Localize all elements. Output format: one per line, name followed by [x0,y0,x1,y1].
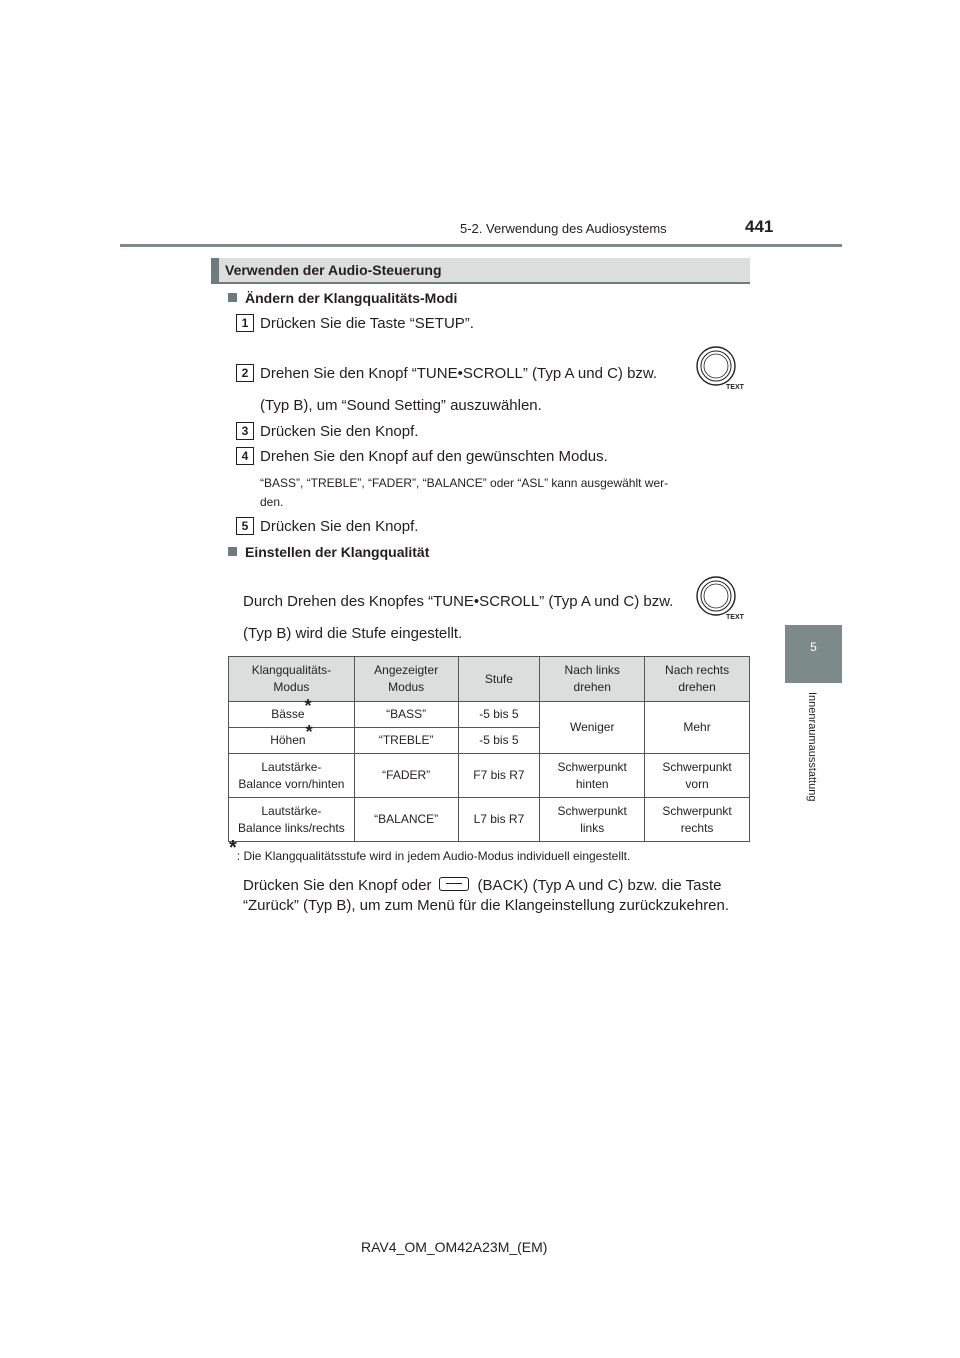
table-cell: -5 bis 5 [458,702,540,728]
footnote-star: * [229,837,237,859]
closing-line1-b: (BACK) (Typ A und C) bzw. die Taste [477,877,722,894]
section-title: Verwenden der Audio-Steuerung [225,262,442,278]
closing-line1 [243,876,721,896]
table-row [229,754,750,798]
step-number-5: 5 [236,517,254,535]
back-button-icon [439,877,469,891]
table-cell: Schwerpunkt vorn [645,754,750,798]
table-cell: Lautstärke- Balance vorn/hinten [229,754,355,798]
square-bullet-icon [228,547,237,556]
step-number-4: 4 [236,447,254,465]
knob-text-label-2: TEXT [726,614,744,621]
step-number-2: 2 [236,364,254,382]
table-cell: “TREBLE” [354,728,458,754]
chapter-tab [785,625,842,683]
square-bullet-icon [228,293,237,302]
step-2-text-line2: (Typ B), um “Sound Setting” auszuwählen. [260,397,542,414]
table-cell: Weniger [540,702,645,754]
table-cell: F7 bis R7 [458,754,540,798]
step-4-text: Drehen Sie den Knopf auf den gewünschten Modus. [260,448,608,465]
quality-text-line2: (Typ B) wird die Stufe eingestellt. [243,625,463,642]
table-cell: “BASS” [354,702,458,728]
table-header-cell: Klangqualitäts- Modus [229,657,355,702]
section-title-accent [211,258,219,282]
table-cell: L7 bis R7 [458,798,540,842]
table-footnote [229,837,631,863]
knob-text-label: TEXT [726,384,744,391]
table-cell: -5 bis 5 [458,728,540,754]
table-header-cell: Stufe [458,657,540,702]
table-cell [229,696,355,728]
table-cell: Schwerpunkt links [540,798,645,842]
page-number: 441 [745,217,774,236]
tune-scroll-knob-icon [696,346,744,395]
header-rule [120,244,842,247]
closing-line1-a: Drücken Sie den Knopf oder [243,877,432,894]
table-cell [229,722,355,754]
closing-line2: “Zurück” (Typ B), um zum Menü für die Klangeinstellung zurückzukehren. [243,897,730,914]
table-header-cell: Nach rechts drehen [645,657,750,702]
subheading-quality [228,544,429,560]
table-cell: “FADER” [354,754,458,798]
step-number-1: 1 [236,314,254,332]
footnote-text: : Die Klangqualitätsstufe wird in jedem Audio-Modus individuell eingestellt. [236,849,631,863]
table-cell: Schwerpunkt hinten [540,754,645,798]
footnote-star: * [305,722,313,742]
sound-quality-table [228,656,750,842]
step-1-text: Drücken Sie die Taste “SETUP”. [260,315,474,332]
table-header-row [229,657,750,702]
table-cell: Schwerpunkt rechts [645,798,750,842]
chapter-label: Innenraumausstattung [806,692,818,802]
quality-text-line1: Durch Drehen des Knopfes “TUNE•SCROLL” (Typ A und C) bzw. [243,593,674,610]
section-title-underline [211,282,750,284]
table-cell: Mehr [645,702,750,754]
step-4-note-line2: den. [260,495,284,509]
running-header-title: 5-2. Verwendung des Audiosystems [460,221,667,236]
table-header-cell: Nach links drehen [540,657,645,702]
table-cell: Lautstärke- Balance links/rechts [229,798,355,842]
mode-bass: Bässe [271,707,305,721]
step-2-text-line1: Drehen Sie den Knopf “TUNE•SCROLL” (Typ A und C) bzw. [260,365,658,382]
footnote-star: * [304,696,312,716]
table-row [229,798,750,842]
step-4-note-line1: “BASS”, “TREBLE”, “FADER”, “BALANCE” oder “ASL” kann ausgewählt wer- [260,476,669,490]
step-5-text: Drücken Sie den Knopf. [260,518,419,535]
subheading-modes-text: Ändern der Klangqualitäts-Modi [245,290,458,306]
tune-scroll-knob-icon-2 [696,576,744,625]
subheading-quality-text: Einstellen der Klangqualität [245,544,430,560]
table-header-cell: Angezeigter Modus [354,657,458,702]
mode-treble: Höhen [270,733,306,747]
step-3-text: Drücken Sie den Knopf. [260,423,419,440]
table-cell: “BALANCE” [354,798,458,842]
document-code: RAV4_OM_OM42A23M_(EM) [361,1239,548,1255]
step-number-3: 3 [236,422,254,440]
subheading-modes [228,290,457,306]
chapter-number: 5 [810,640,817,654]
